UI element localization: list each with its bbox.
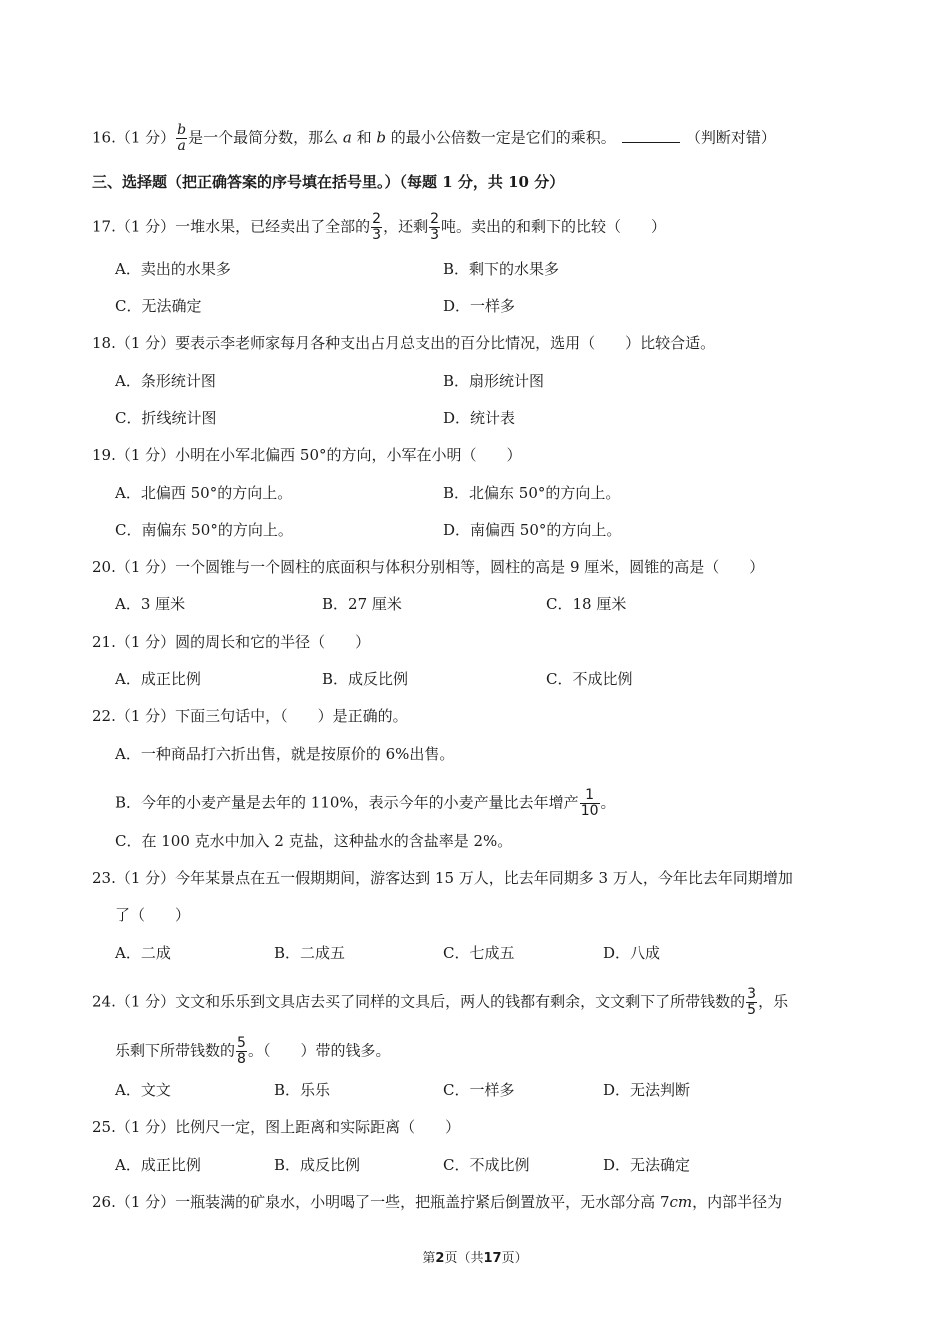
q23-option-c[interactable]: C．七成五 [443,944,515,962]
question-23-line-1: 23.（1 分）今年某景点在五一假期期间，游客达到 15 万人，比去年同期多 3 万人，今年比去年同期增加 [92,869,793,887]
question-17 [92,212,666,243]
q16-frac-den: a [177,138,186,154]
q19-option-d[interactable]: D．南偏西 50°的方向上。 [443,521,622,539]
q16-var-b: b [376,128,387,147]
footer-page-number: 2 [435,1251,445,1266]
q24-fraction-2 [236,1036,247,1067]
q17-option-c[interactable]: C．无法确定 [115,297,202,315]
question-24-line-2 [115,1036,390,1067]
q24-text2: 乐剩下所带钱数的 [115,1041,236,1060]
question-21: 21.（1 分）圆的周长和它的半径（ ） [92,633,371,651]
q17-option-b[interactable]: B．剩下的水果多 [443,260,560,278]
question-23-line-2: 了（ ） [115,906,191,924]
q24-option-b[interactable]: B．乐乐 [274,1081,331,1099]
q17-frac2-den: 3 [430,227,440,243]
q20-option-c[interactable]: C．18 厘米 [546,595,627,613]
q18-option-b[interactable]: B．扇形统计图 [443,372,545,390]
q24-frac1-num: 3 [747,986,757,1002]
q20-option-b[interactable]: B．27 厘米 [322,595,402,613]
q21-option-b[interactable]: B．成反比例 [322,670,409,688]
q24-option-a[interactable]: A．文文 [115,1081,171,1099]
q18-option-d[interactable]: D．统计表 [443,409,516,427]
q16-prefix: 16.（1 分） [92,128,176,147]
q18-option-c[interactable]: C．折线统计图 [115,409,217,427]
q16-text3: 的最小公倍数一定是它们的乘积。 [386,128,616,147]
q21-option-a[interactable]: A．成正比例 [115,670,201,688]
q19-option-c[interactable]: C．南偏东 50°的方向上。 [115,521,293,539]
q22-frac-den: 10 [580,803,599,819]
q24-text1-end: ，乐 [758,992,789,1011]
q17-frac1-den: 3 [372,227,382,243]
q26-text2: ，内部半径为 [692,1193,783,1211]
question-25: 25.（1 分）比例尺一定，图上距离和实际距离（ ） [92,1118,461,1136]
q17-fraction-1 [371,212,382,243]
q17-frac1-num: 2 [372,211,382,227]
q17-text3: 吨。卖出的和剩下的比较（ ） [441,217,667,236]
q16-answer-blank[interactable] [622,128,680,143]
q24-fraction-1 [746,987,757,1018]
q26-text1: 26.（1 分）一瓶装满的矿泉水，小明喝了一些，把瓶盖拧紧后倒置放平，无水部分高 7 [92,1193,670,1211]
q24-option-c[interactable]: C．一样多 [443,1081,515,1099]
q22-option-b-end: 。 [600,793,616,812]
q26-unit: cm [669,1193,693,1211]
q24-text1: 24.（1 分）文文和乐乐到文具店去买了同样的文具后，两人的钱都有剩余，文文剩下了所带钱数的 [92,992,746,1011]
q24-option-d[interactable]: D．无法判断 [603,1081,691,1099]
q17-option-d[interactable]: D．一样多 [443,297,516,315]
page-footer [0,1247,950,1266]
q17-text1: 17.（1 分）一堆水果，已经卖出了全部的 [92,217,371,236]
q17-frac2-num: 2 [430,211,440,227]
question-24-line-1 [92,987,788,1018]
footer-total-pages: 17 [483,1251,502,1266]
q16-fraction [176,123,187,154]
q16-suffix: （判断对错） [685,128,776,147]
q25-option-d[interactable]: D．无法确定 [603,1156,691,1174]
q24-frac2-den: 8 [237,1051,246,1067]
q17-text2: ，还剩 [383,217,429,236]
q24-frac1-den: 5 [747,1002,757,1018]
q23-option-a[interactable]: A．二成 [115,944,171,962]
q22-option-b[interactable] [115,788,616,819]
q17-option-a[interactable]: A．卖出的水果多 [115,260,231,278]
q18-option-a[interactable]: A．条形统计图 [115,372,216,390]
q16-text1: 是一个最简分数，那么 [188,128,343,147]
q17-fraction-2 [429,212,440,243]
footer-post: 页） [501,1251,528,1266]
footer-mid: 页（共 [444,1251,484,1266]
q16-var-a: a [342,128,352,147]
q21-option-c[interactable]: C．不成比例 [546,670,633,688]
question-20: 20.（1 分）一个圆锥与一个圆柱的底面积与体积分别相等，圆柱的高是 9 厘米，圆锥的高是（ ） [92,558,765,576]
q25-option-b[interactable]: B．成反比例 [274,1156,361,1174]
question-22: 22.（1 分）下面三句话中，（ ）是正确的。 [92,707,408,725]
q22-frac-num: 1 [580,788,600,804]
q25-option-c[interactable]: C．不成比例 [443,1156,530,1174]
q19-option-a[interactable]: A．北偏西 50°的方向上。 [115,484,293,502]
q23-option-b[interactable]: B．二成五 [274,944,346,962]
q24-text2-end: 。（ ）带的钱多。 [247,1041,391,1060]
q16-frac-num: b [177,122,187,138]
footer-pre: 第 [422,1251,436,1266]
q25-option-a[interactable]: A．成正比例 [115,1156,201,1174]
question-26 [92,1192,782,1212]
q22-option-b-text: B．今年的小麦产量是去年的 110%，表示今年的小麦产量比去年增产 [115,793,579,812]
q16-text2: 和 [351,128,377,147]
question-18: 18.（1 分）要表示李老师家每月各种支出占月总支出的百分比情况，选用（ ）比较合适。 [92,334,716,352]
question-16 [92,123,776,154]
q24-frac2-num: 5 [237,1035,246,1051]
q22-option-c[interactable]: C．在 100 克水中加入 2 克盐，这种盐水的含盐率是 2%。 [115,832,513,850]
q19-option-b[interactable]: B．北偏东 50°的方向上。 [443,484,621,502]
q22-option-a[interactable]: A．一种商品打六折出售，就是按原价的 6%出售。 [115,745,455,763]
q20-option-a[interactable]: A．3 厘米 [115,595,186,613]
question-19: 19.（1 分）小明在小军北偏西 50°的方向，小军在小明（ ） [92,446,522,464]
q23-option-d[interactable]: D．八成 [603,944,661,962]
section-3-title: 三、选择题（把正确答案的序号填在括号里。）（每题 1 分，共 10 分） [92,173,565,191]
q22-fraction [580,788,600,819]
